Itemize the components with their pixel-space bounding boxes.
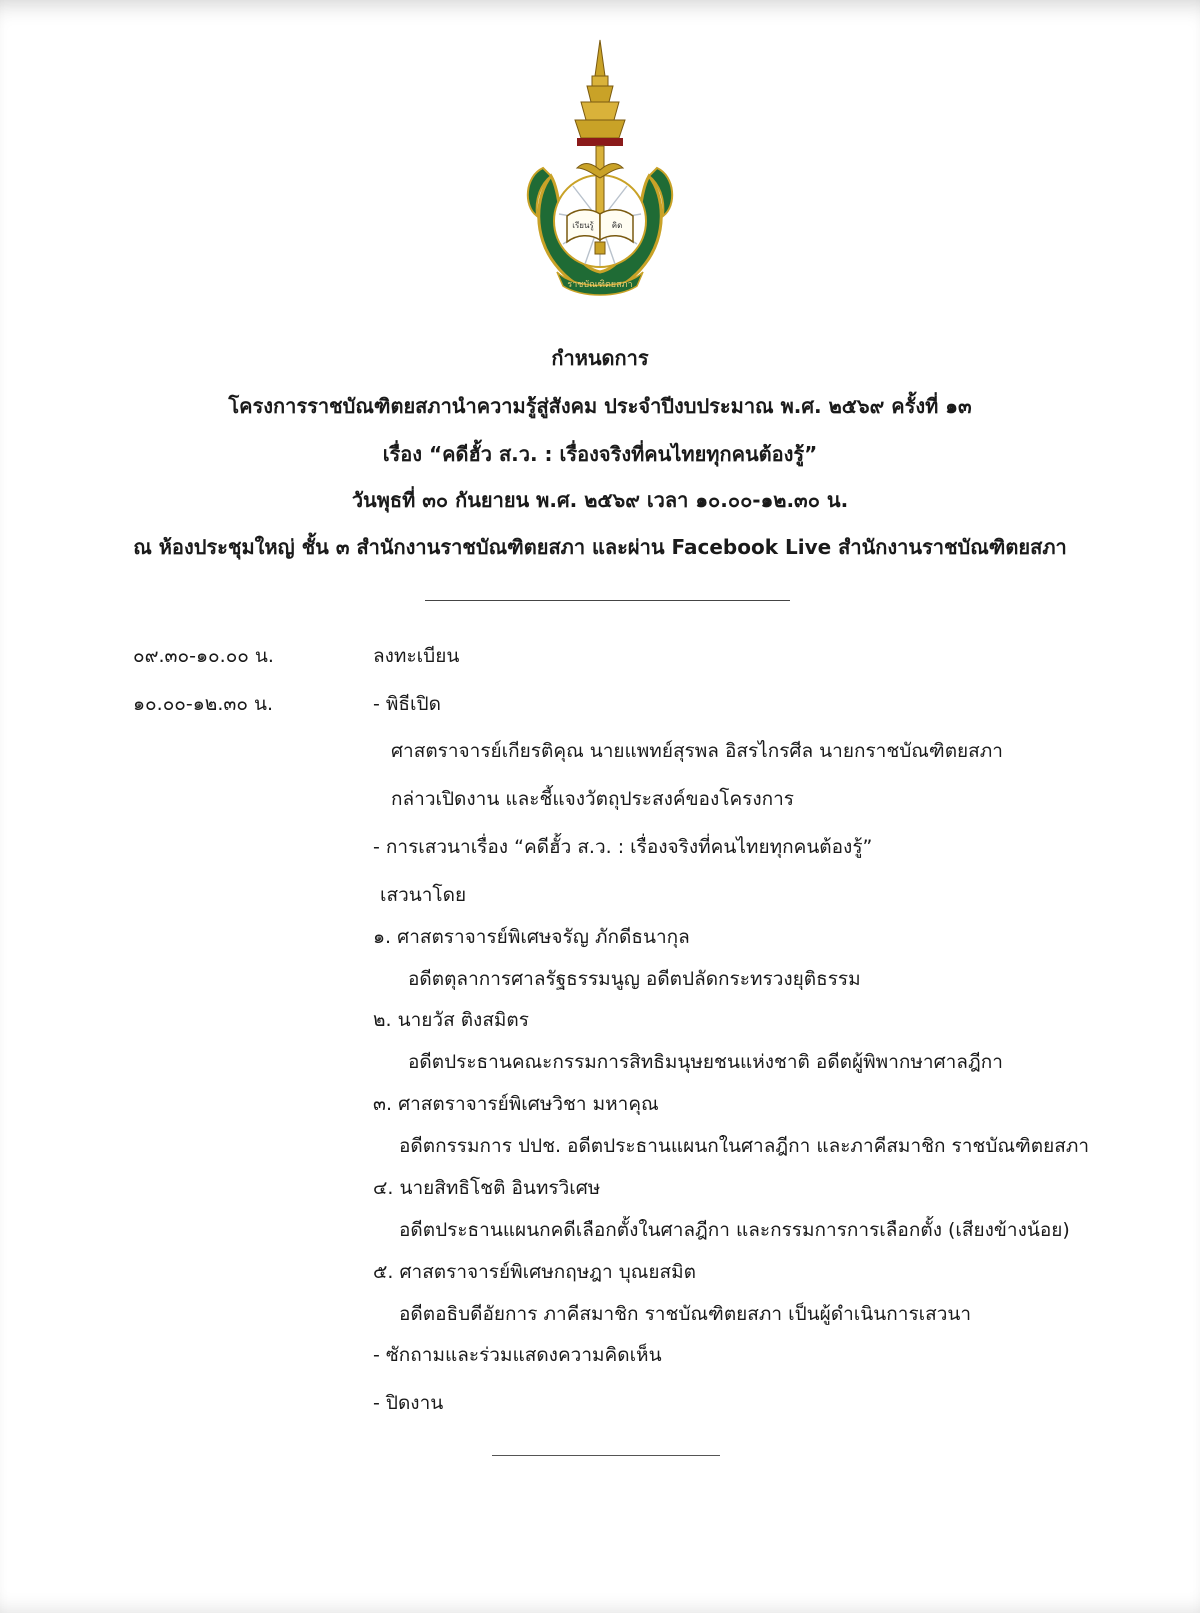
speaker-1-role: อดีตตุลาการศาลรัฐธรรมนูญ อดีตปลัดกระทรวงยุติธรรม: [408, 968, 861, 990]
time-slot-main: ๑๐.๐๐-๑๒.๓๐ น.: [133, 693, 274, 715]
book-text-left: เรียนรู้: [572, 221, 594, 230]
speaker-4-role: อดีตประธานแผนกคดีเลือกตั้งในศาลฎีกา และกรรมการการเลือกตั้ง (เสียงข้างน้อย): [399, 1219, 1070, 1241]
speaker-3-role: อดีตกรรมการ ปปช. อดีตประธานแผนกในศาลฎีกา และภาคีสมาชิก ราชบัณฑิตยสภา: [399, 1135, 1090, 1157]
opening-speaker: ศาสตราจารย์เกียรติคุณ นายแพทย์สุรพล อิสรไกรศีล นายกราชบัณฑิตยสภา: [391, 740, 1003, 762]
speaker-3-name: ๓. ศาสตราจารย์พิเศษวิชา มหาคุณ: [373, 1093, 659, 1115]
opening-detail: กล่าวเปิดงาน และชี้แจงวัตถุประสงค์ของโครงการ: [391, 788, 795, 810]
registration-item: ลงทะเบียน: [373, 645, 460, 667]
speaker-2-name: ๒. นายวัส ติงสมิตร: [373, 1009, 529, 1031]
time-slot-registration: ๐๙.๓๐-๑๐.๐๐ น.: [133, 645, 274, 667]
speaker-5-role: อดีตอธิบดีอัยการ ภาคีสมาชิก ราชบัณฑิตยสภา เป็นผู้ดำเนินการเสวนา: [399, 1303, 972, 1325]
book-text-right: คิด: [611, 221, 623, 230]
venue-line: ณ ห้องประชุมใหญ่ ชั้น ๓ สำนักงานราชบัณฑิตยสภา และผ่าน Facebook Live สำนักงานราชบัณฑิตยสภา: [133, 535, 1067, 559]
speaker-1-name: ๑. ศาสตราจารย์พิเศษจรัญ ภักดีธนากุล: [373, 926, 690, 948]
project-name: โครงการราชบัณฑิตยสภานำความรู้สู่สังคม ประจำปีงบประมาณ พ.ศ. ๒๕๖๙ ครั้งที่ ๑๓: [228, 394, 972, 418]
closing-divider: [492, 1455, 720, 1456]
qa-item: - ซักถามและร่วมแสดงความคิดเห็น: [373, 1344, 662, 1366]
seminar-item: - การเสวนาเรื่อง “คดีฮั้ว ส.ว. : เรื่องจริงที่คนไทยทุกคนต้องรู้”: [373, 836, 873, 858]
topic-heading: เรื่อง “คดีฮั้ว ส.ว. : เรื่องจริงที่คนไทยทุกคนต้องรู้”: [382, 442, 818, 466]
speaker-4-name: ๔. นายสิทธิโชติ อินทรวิเศษ: [373, 1177, 601, 1199]
document-title: กำหนดการ: [551, 346, 649, 370]
speaker-2-role: อดีตประธานคณะกรรมการสิทธิมนุษยชนแห่งชาติ อดีตผู้พิพากษาศาลฎีกา: [408, 1051, 1003, 1073]
royal-society-emblem: [515, 36, 685, 298]
speaker-5-name: ๕. ศาสตราจารย์พิเศษกฤษฎา บุณยสมิต: [373, 1261, 697, 1283]
closing-item: - ปิดงาน: [373, 1392, 444, 1414]
date-time-line: วันพุธที่ ๓๐ กันยายน พ.ศ. ๒๕๖๙ เวลา ๑๐.๐๐-๑๒.๓๐ น.: [351, 488, 849, 512]
panel-label: เสวนาโดย: [380, 884, 467, 906]
emblem-ribbon-text: ราชบัณฑิตยสภา: [567, 280, 633, 290]
header-divider: [425, 600, 790, 601]
opening-ceremony-item: - พิธีเปิด: [373, 693, 441, 715]
